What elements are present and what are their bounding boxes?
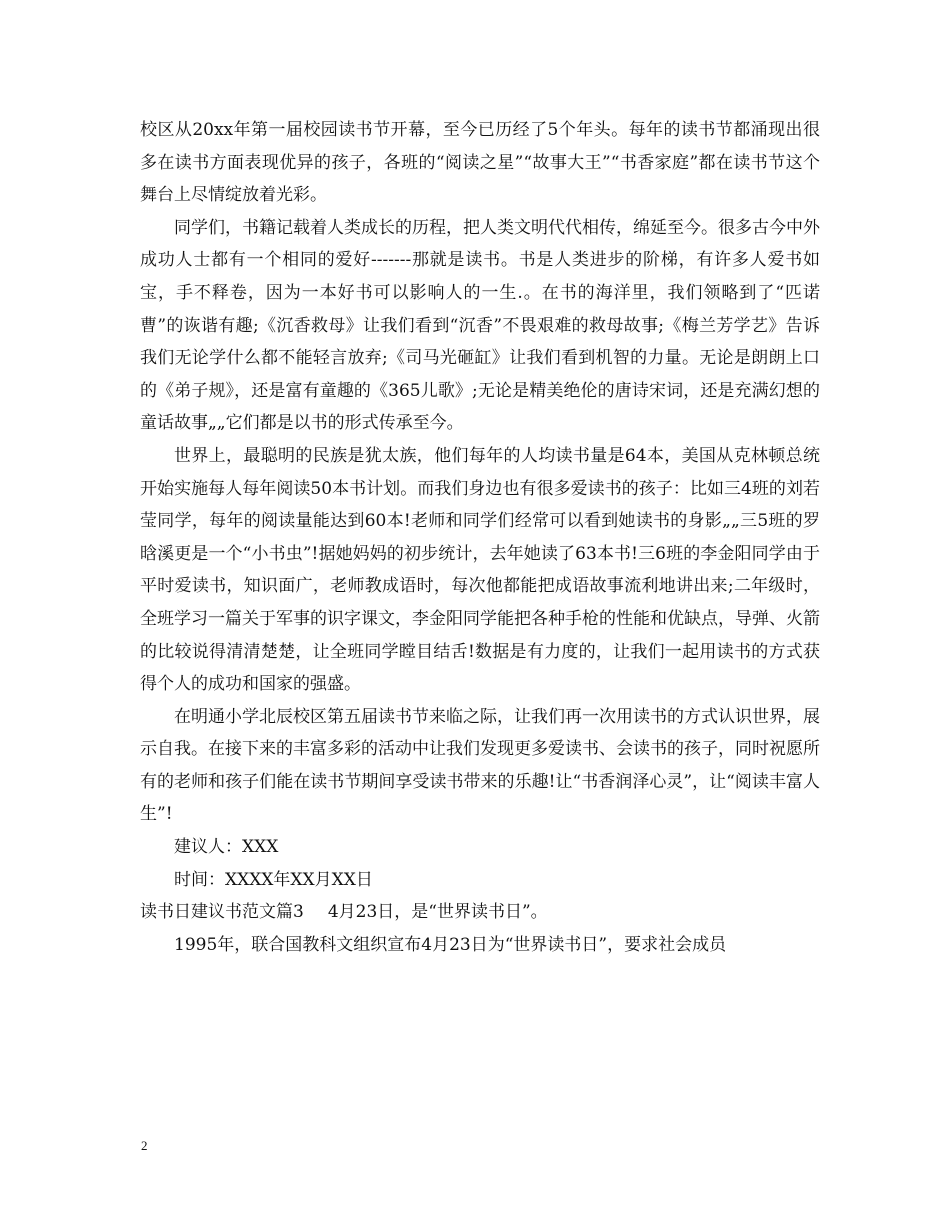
section-heading — [140, 896, 820, 929]
signature-proposer: 建议人：XXX — [174, 837, 279, 858]
paragraph-festival-call: 在明通小学北辰校区第五届读书节来临之际，让我们再一次用读书的方式认识世界，展示自我。在接下来的丰富多彩的活动中让我们发现更多爱读书、会读书的孩子，同时祝愿所有的老师和孩子们能在读书节期间享受读书带来的乐趣!让“书香润泽心灵”，让“阅读丰富人生”! — [140, 706, 820, 825]
paragraph-school-history: 校区从20xx年第一届校园读书节开幕，至今已历经了5个年头。每年的读书节都涌现出很多在读书方面表现优异的孩子，各班的“阅读之星”“故事大王”“书香家庭”都在读书节这个舞台上尽情绽放着光彩。 — [140, 120, 820, 206]
document-body — [140, 114, 820, 961]
page-number: 2 — [141, 1138, 148, 1153]
paragraph-world-book-day: 1995年，联合国教科文组织宣布4月23日为“世界读书日”，要求社会成员 — [174, 934, 727, 955]
paragraph-reading-examples: 世界上，最聪明的民族是犹太族，他们每年的人均读书量是64本，美国从克林顿总统开始实施每人每年阅读50本书计划。而我们身边也有很多爱读书的孩子：比如三4班的刘若莹同学，每年的阅读量能达到60本!老师和同学们经常可以看到她读书的身影„„三5班的罗晗溪更是一个“小书虫”!据她妈妈的初步统计，去年她读了63本书!三6班的李金阳同学由于平时爱读书，知识面广，老师教成语时，每次他都能把成语故事流利地讲出来;二年级时，全班学习一篇关于军事的识字课文，李金阳同学能把各种手枪的性能和优缺点，导弹、火箭的比较说得清清楚楚，让全班同学瞠目结舌!数据是有力度的，让我们一起用读书的方式获得个人的成功和国家的强盛。 — [140, 445, 820, 695]
signature-date: 时间：XXXX年XX月XX日 — [174, 869, 373, 890]
section-heading-title: 读书日建议书范文篇3 — [140, 902, 304, 923]
paragraph-books-value: 同学们，书籍记载着人类成长的历程，把人类文明代代相传，绵延至今。很多古今中外成功人士都有一个相同的爱好-------那就是读书。书是人类进步的阶梯，有许多人爱书如宝，手不释卷，因为一本好书可以影响人的一生.。在书的海洋里，我们领略到了“匹诺曹”的诙谐有趣;《沉香救母》让我们看到“沉香”不畏艰难的救母故事;《梅兰芳学艺》告诉我们无论学什么都不能轻言放弃;《司马光砸缸》让我们看到机智的力量。无论是朗朗上口的《弟子规》，还是富有童趣的《365儿歌》;无论是精美绝伦的唐诗宋词，还是充满幻想的童话故事„„它们都是以书的形式传承至今。 — [140, 217, 820, 434]
section-heading-subtitle: 4月23日，是“世界读书日”。 — [327, 902, 548, 923]
